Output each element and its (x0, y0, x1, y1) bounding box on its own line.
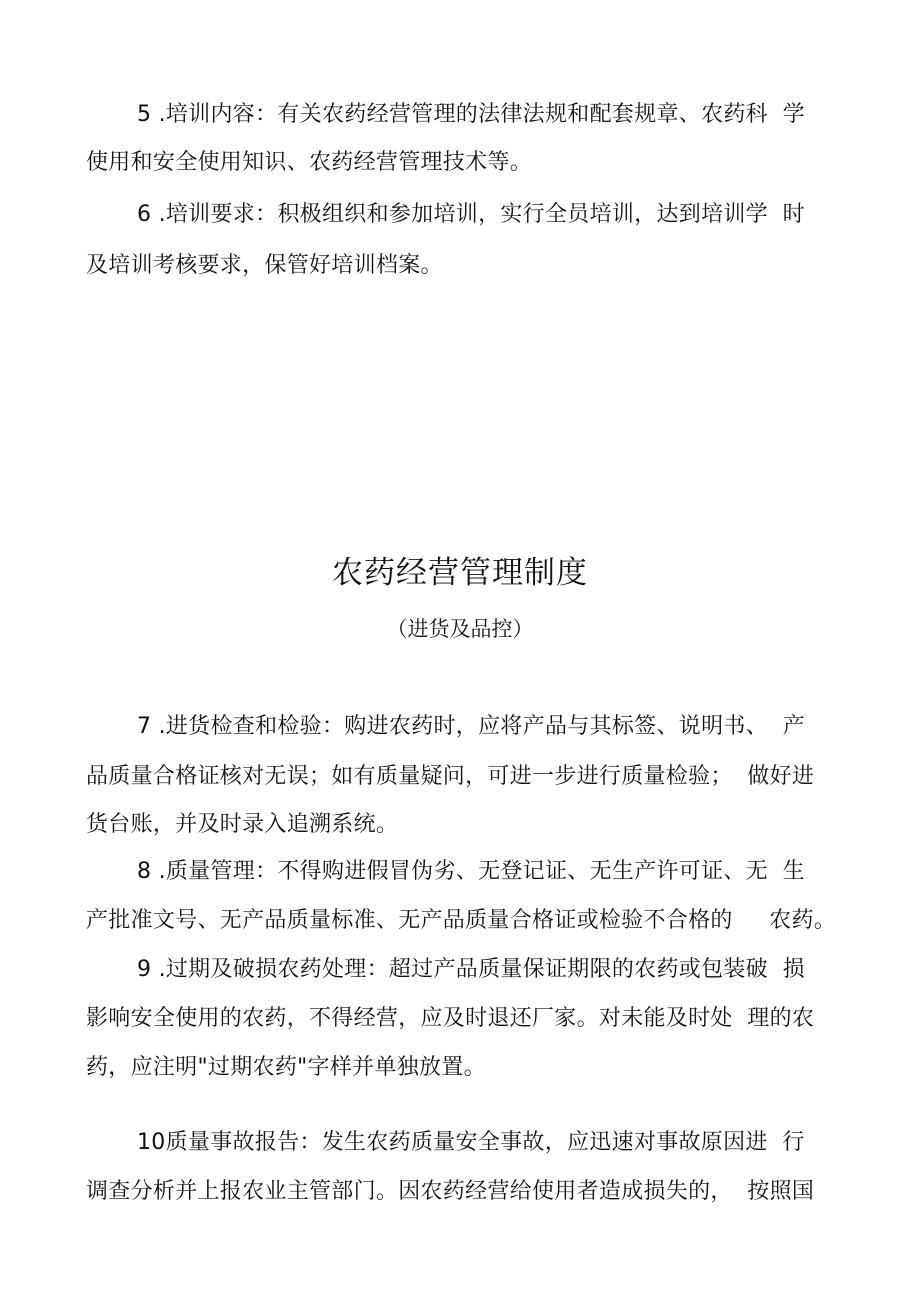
item6-line2: 及培训考核要求，保管好培训档案。 (86, 253, 443, 278)
item8-line1: 8 .质量管理：不得购进假冒伪劣、无登记证、无生产许可证、无 生 (137, 859, 805, 884)
item7-line2: 品质量合格证核对无误；如有质量疑问，可进一步进行质量检验； 做好进 (86, 764, 815, 789)
item8-line2: 产批准文号、无产品质量标准、无产品质量合格证或检验不合格的 农药。 (86, 908, 837, 933)
item7-line1: 7 .进货检查和检验：购进农药时，应将产品与其标签、说明书、 产 (137, 714, 805, 739)
section-subtitle: （进货及品控） (386, 617, 534, 641)
item10-line2: 调查分析并上报农业主管部门。因农药经营给使用者造成损失的， 按照国 (86, 1179, 815, 1204)
item6-line1: 6 .培训要求：积极组织和参加培训，实行全员培训，达到培训学 时 (137, 202, 805, 227)
item5-line1: 5 .培训内容：有关农药经营管理的法律法规和配套规章、农药科 学 (137, 102, 805, 127)
section-title: 农药经营管理制度 (332, 555, 588, 591)
item9-line2: 影响安全使用的农药，不得经营，应及时退还厂家。对未能及时处 理的农 (86, 1006, 815, 1031)
item9-line1: 9 .过期及破损农药处理：超过产品质量保证期限的农药或包装破 损 (137, 957, 805, 982)
item9-line3: 药，应注明"过期农药"字样并单独放置。 (86, 1055, 486, 1080)
item5-line2: 使用和安全使用知识、农药经营管理技术等。 (86, 150, 533, 175)
item10-line1: 10质量事故报告：发生农药质量安全事故，应迅速对事故原因进 行 (137, 1130, 805, 1155)
item7-line3: 货台账，并及时录入追溯系统。 (86, 812, 399, 837)
